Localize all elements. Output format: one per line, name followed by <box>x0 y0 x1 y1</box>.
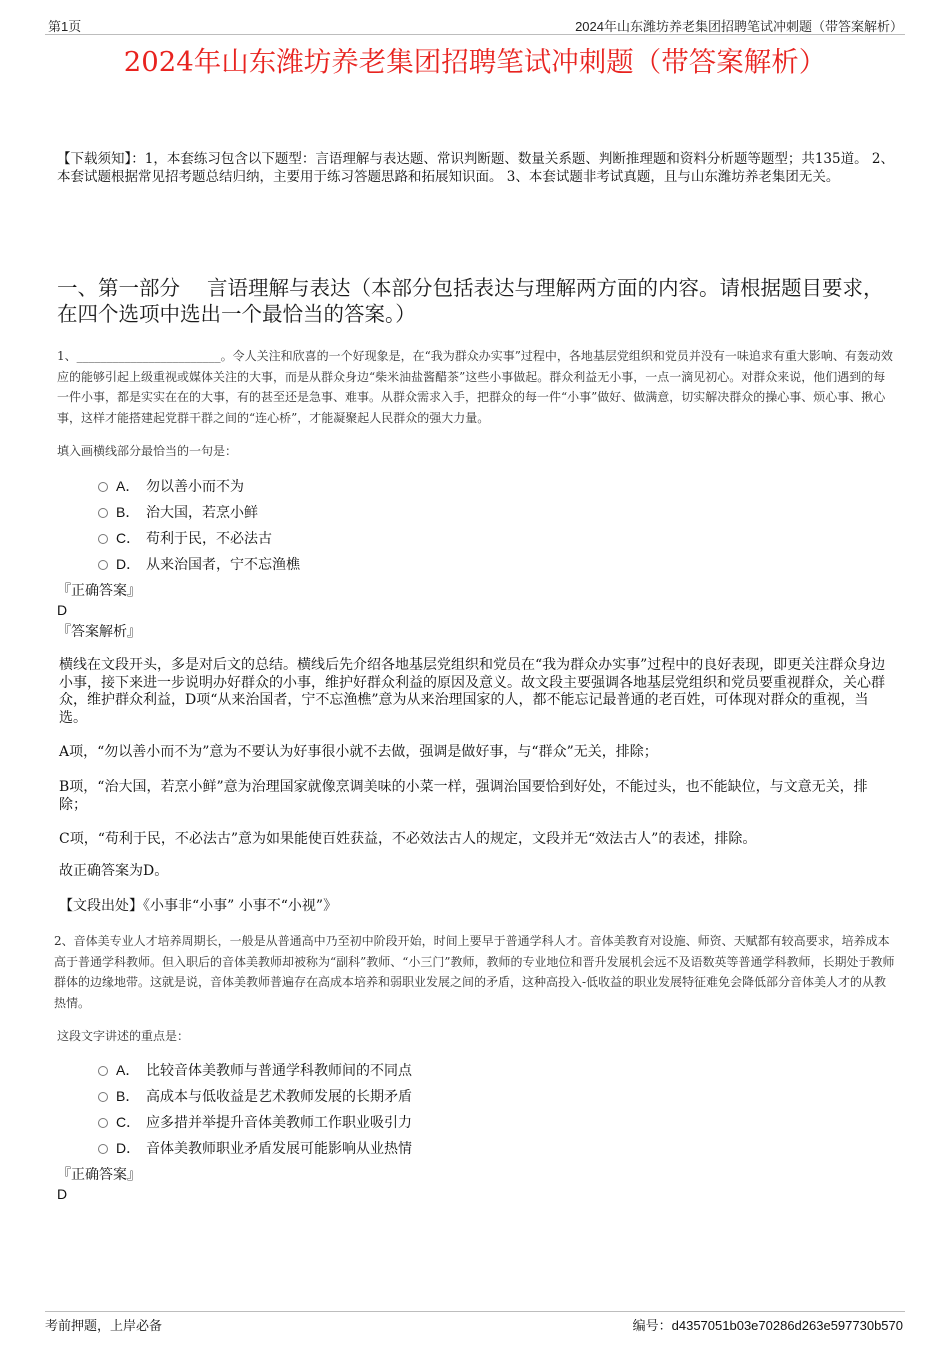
option-text: 比较音体美教师与普通学科教师间的不同点 <box>146 1063 412 1079</box>
radio-icon[interactable] <box>98 508 108 518</box>
question-1-stem <box>57 346 897 428</box>
footer-slogan: 考前押题，上岸必备 <box>45 1319 163 1334</box>
question-1-blank: ________________________ <box>76 349 221 363</box>
option-letter: A． <box>116 478 140 494</box>
question-1-analysis-label: 『答案解析』 <box>57 624 141 640</box>
radio-icon[interactable] <box>98 560 108 570</box>
option-letter: C． <box>116 1114 141 1130</box>
option-letter: D． <box>116 556 141 572</box>
question-1-analysis-paragraph: C项，“苟利于民，不必法古”意为如果能使百姓获益，不必效法古人的规定，文段并无“效法古人”的表述，排除。 <box>59 831 757 847</box>
question-2-prompt: 这段文字讲述的重点是： <box>57 1029 190 1043</box>
question-1-answer-label: 『正确答案』 <box>57 583 141 599</box>
question-1-analysis-paragraph: A项，“勿以善小而不为”意为不要认为好事很小就不去做，强调是做好事，与“群众”无关，排除； <box>59 744 658 760</box>
question-2-option-a[interactable] <box>98 1060 412 1080</box>
option-text: 勿以善小而不为 <box>146 479 244 495</box>
radio-icon[interactable] <box>98 1092 108 1102</box>
question-1-answer: D <box>57 602 68 618</box>
download-notice: 【下载须知】：1，本套练习包含以下题型：言语理解与表达题、常识判断题、数量关系题、判断推理题和资料分析题等题型；共135道。 2、本套试题根据常见招考题总结归纳，主要用于练习答题思路和拓展知识面。 3、本套试题非考试真题，且与山东潍坊养老集团无关。 <box>57 151 894 185</box>
radio-icon[interactable] <box>98 1118 108 1128</box>
option-letter: B． <box>116 504 140 520</box>
document-title: 2024年山东潍坊养老集团招聘笔试冲刺题（带答案解析） <box>123 46 827 78</box>
radio-icon[interactable] <box>98 534 108 544</box>
option-text: 音体美教师职业矛盾发展可能影响从业热情 <box>146 1141 412 1157</box>
header-doc-title: 2024年山东潍坊养老集团招聘笔试冲刺题（带答案解析） <box>575 19 903 34</box>
question-1-option-b[interactable] <box>98 502 258 522</box>
radio-icon[interactable] <box>98 1144 108 1154</box>
section-title: 一、第一部分 言语理解与表达（本部分包括表达与理解两方面的内容。请根据题目要求，在四个选项中选出一个最恰当的答案。） <box>57 276 884 326</box>
footer-code-value: d4357051b03e70286d263e597730b570 <box>671 1318 903 1333</box>
question-1-option-d[interactable] <box>98 554 300 574</box>
footer-code-label: 编号： <box>632 1319 672 1334</box>
option-text: 高成本与低收益是艺术教师发展的长期矛盾 <box>146 1089 412 1105</box>
question-2-number: 2、 <box>54 934 74 948</box>
question-2-option-d[interactable] <box>98 1138 412 1158</box>
page-footer <box>45 1311 905 1334</box>
page-number: 第1页 <box>48 19 82 34</box>
radio-icon[interactable] <box>98 1066 108 1076</box>
question-1-text: 。令人关注和欣喜的一个好现象是，在“我为群众办实事”过程中，各地基层党组织和党员并没有一味追求有重大影响、有轰动效应的能够引起上级重视或媒体关注的大事，而是从群众身边“柴米油盐酱醋茶”这些小事做起。群众利益无小事，一点一滴见初心。对群众来说，他们遇到的每一件小事，都是实实在在的大事，有的甚至还是急事、难事。从群众需求入手，把群众的每一件“小事”做好、做满意，切实解决群众的操心事、烦心事、揪心事，这样才能搭建起党群干群之间的“连心桥”，才能凝聚起人民群众的强大力量。 <box>57 349 893 425</box>
option-letter: C． <box>116 530 141 546</box>
question-1-analysis-paragraph: 横线在文段开头，多是对后文的总结。横线后先介绍各地基层党组织和党员在“我为群众办实事”过程中的良好表现，即更关注群众身边小事，接下来进一步说明办好群众的小事，维护好群众利益的原因及意义。故文段主要强调各地基层党组织和党员要重视群众，关心群众，维护群众利益，D项“从来治国者，宁不忘渔樵”意为从来治理国家的人，都不能忘记最普通的老百姓，可体现对群众的重视，当选。 <box>59 657 886 726</box>
option-text: 从来治国者，宁不忘渔樵 <box>146 557 300 573</box>
option-letter: B． <box>116 1088 140 1104</box>
page-header <box>45 14 905 35</box>
question-2-stem <box>54 931 897 1013</box>
option-letter: A． <box>116 1062 140 1078</box>
question-2-option-b[interactable] <box>98 1086 412 1106</box>
option-text: 治大国，若烹小鲜 <box>146 505 258 521</box>
radio-icon[interactable] <box>98 482 108 492</box>
question-2-answer-label: 『正确答案』 <box>57 1167 141 1183</box>
question-1-prompt: 填入画横线部分最恰当的一句是： <box>57 444 238 458</box>
question-2-answer: D <box>57 1186 68 1202</box>
question-1-option-c[interactable] <box>98 528 272 548</box>
option-text: 应多措并举提升音体美教师工作职业吸引力 <box>146 1115 412 1131</box>
footer-code <box>633 1315 903 1334</box>
question-1-number: 1、 <box>57 349 77 363</box>
question-1-option-a[interactable] <box>98 476 244 496</box>
option-text: 苟利于民，不必法古 <box>146 531 272 547</box>
question-1-analysis-paragraph: B项，“治大国，若烹小鲜”意为治理国家就像烹调美味的小菜一样，强调治国要恰到好处，不能过头，也不能缺位，与文意无关，排除； <box>59 779 868 813</box>
question-1-source: 【文段出处】《小事非“小事” 小事不“小视”》 <box>59 898 338 914</box>
question-2-text: 音体美专业人才培养周期长，一般是从普通高中乃至初中阶段开始，时间上要早于普通学科人才。音体美教育对设施、师资、天赋都有较高要求，培养成本高于普通学科教师。但入职后的音体美教师却被称为“副科”教师、“小三门”教师，教师的专业地位和晋升发展机会远不及语数英等普通学科教师，长期处于教师群体的边缘地带。这就是说，音体美教师普遍存在高成本培养和弱职业发展之间的矛盾，这种高投入-低收益的职业发展特征难免会降低部分音体美人才的从教热情。 <box>54 934 895 1010</box>
question-1-analysis-paragraph: 故正确答案为D。 <box>59 863 169 879</box>
question-2-option-c[interactable] <box>98 1112 412 1132</box>
option-letter: D． <box>116 1140 141 1156</box>
